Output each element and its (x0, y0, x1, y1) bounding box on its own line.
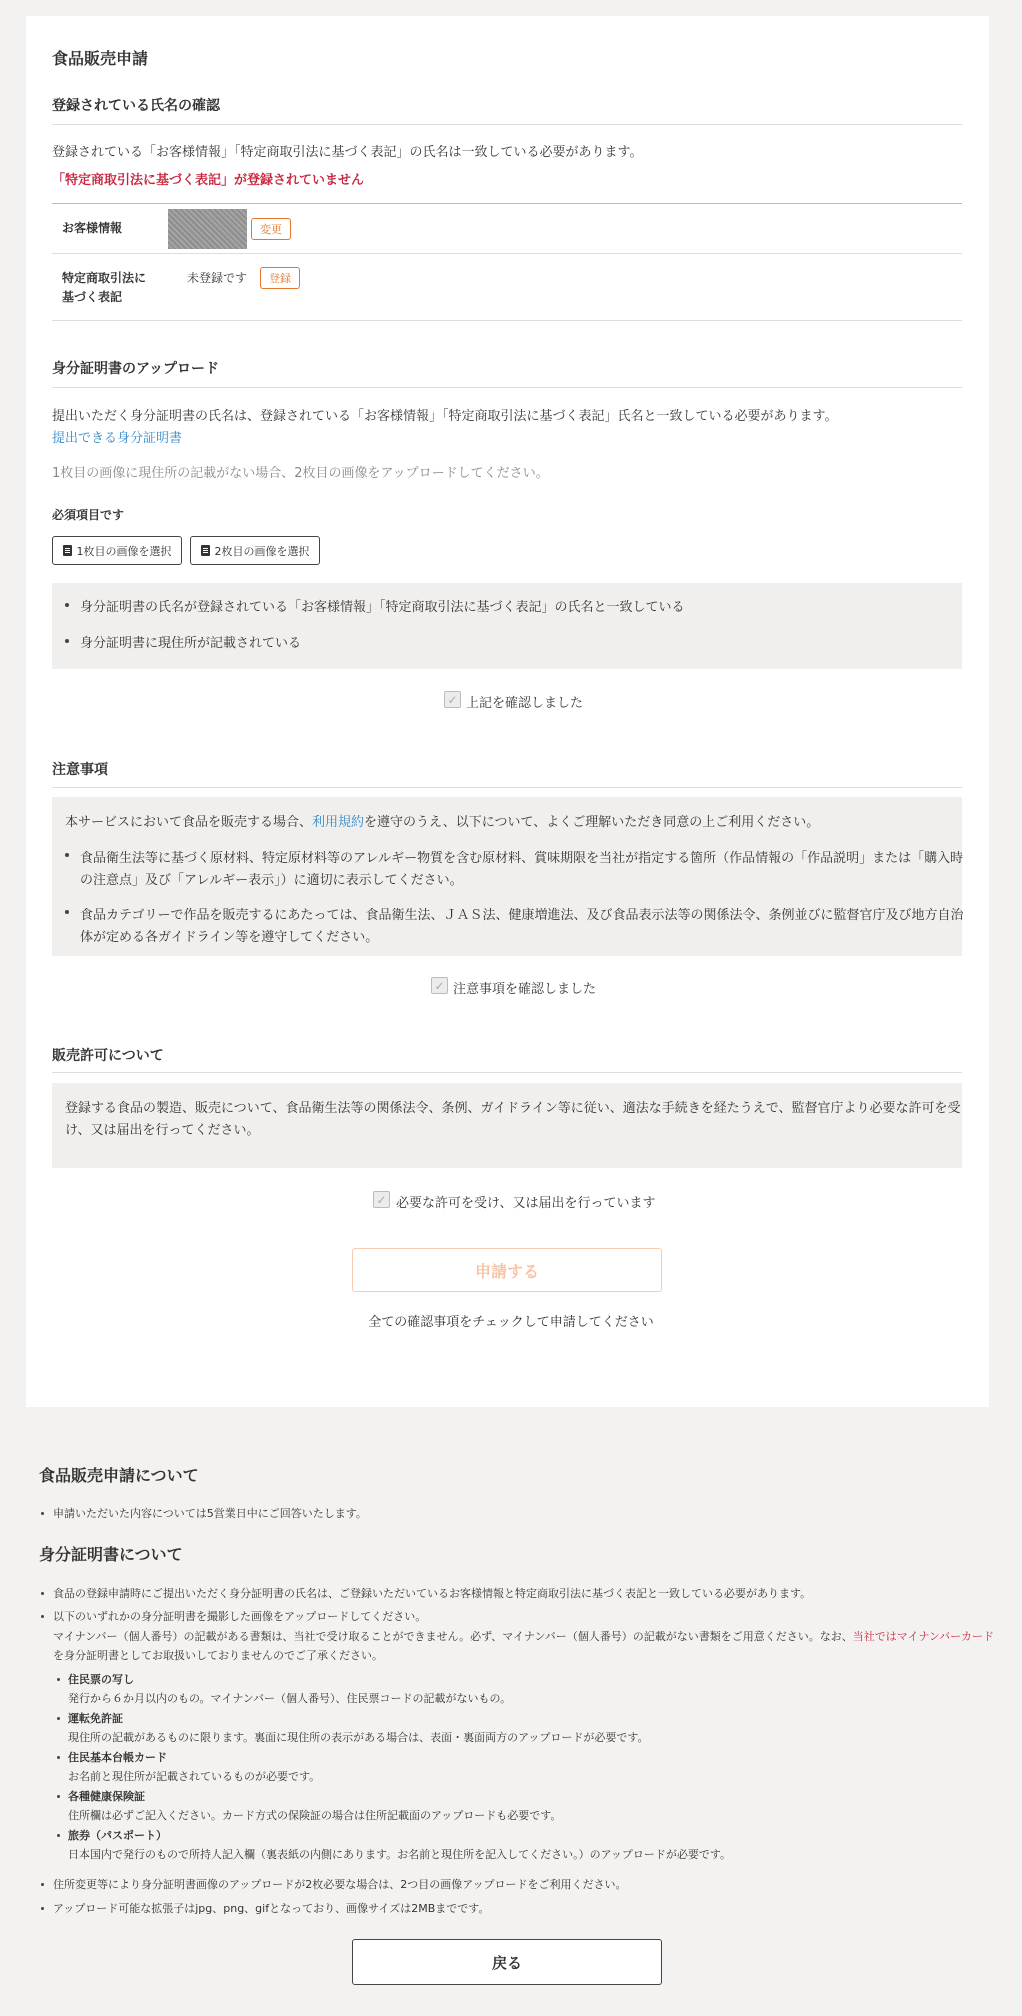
change-button[interactable]: 変更 (251, 218, 291, 240)
row-divider (52, 253, 962, 254)
note-item-2-line2: 体が定める各ガイドライン等を遵守してください。 (80, 930, 379, 945)
notes-intro-before: 本サービスにおいて食品を販売する場合、 (65, 815, 313, 830)
list-bullet (65, 910, 69, 914)
list-bullet (65, 639, 69, 643)
about-item: 申請いただいた内容については5営業日中にご回答いたします。 (53, 1507, 367, 1520)
notes-intro (65, 811, 819, 830)
note-item-1-line1: 食品衛生法等に基づく原材料、特定原材料等のアレルギー物質を含む原材料、賞味期限を当社が指定する箇所（作品情報の「作品説明」または「購入時 (80, 851, 964, 866)
required-label: 必須項目です (52, 508, 125, 522)
select-image-2-label: 2枚目の画像を選択 (214, 544, 310, 558)
terms-link[interactable]: 利用規約 (312, 815, 365, 830)
mynumber-note-text: マイナンバー（個人番号）の記載がある書類は、当社で受け取ることができません。必ず、マイナンバー（個人番号）の記載がない書類をご用意ください。なお、 (53, 1630, 853, 1643)
table-top-border (52, 203, 962, 204)
mynumber-note (53, 1628, 994, 1644)
list-bullet (41, 1615, 44, 1618)
file-icon (63, 545, 72, 556)
doc-desc: 日本国内で発行のもので所持人記入欄（裏表紙の内側にあります。お名前と現住所を記入してください。）のアップロードが必要です。 (68, 1848, 731, 1861)
doc-name: 住民票の写し (68, 1673, 134, 1686)
back-button[interactable]: 戻る (352, 1939, 662, 1985)
notes-section-heading: 注意事項 (52, 762, 108, 778)
second-image-note: 1枚目の画像に現住所の記載がない場合、2枚目の画像をアップロードしてください。 (52, 466, 549, 481)
confirm-notes-label: 注意事項を確認しました (453, 982, 597, 997)
id-check-list (52, 583, 962, 669)
divider (52, 124, 962, 125)
mynumber-warning-part2: を身分証明書としてお取扱いしておりませんのでご了承ください。 (53, 1649, 383, 1662)
doc-name: 運転免許証 (68, 1712, 123, 1725)
confirm-id-checkbox[interactable]: ✓ (444, 691, 461, 708)
file-icon (201, 545, 210, 556)
check-item-address: 身分証明書に現住所が記載されている (80, 636, 302, 651)
list-bullet (41, 1907, 44, 1910)
license-section-heading: 販売許可について (52, 1048, 164, 1064)
customer-info-label: お客様情報 (62, 221, 123, 235)
doc-desc: 住所欄は必ずご記入ください。カード方式の保険証の場合は住所記載面のアップロードも必要です。 (68, 1809, 562, 1822)
id-info-heading: 身分証明書について (39, 1545, 183, 1564)
id-info-item-4: アップロード可能な拡張子はjpg、png、gifとなっており、画像サイズは2MBまでです。 (53, 1902, 490, 1915)
list-bullet (41, 1512, 44, 1515)
mynumber-warning-part1: 当社ではマイナンバーカード (852, 1630, 994, 1643)
list-bullet (65, 603, 69, 607)
list-bullet (57, 1795, 60, 1798)
check-item-name-match: 身分証明書の氏名が登録されている「お客様情報」「特定商取引法に基づく表記」の氏名と一致している (80, 600, 685, 615)
confirm-license-checkbox[interactable]: ✓ (373, 1191, 390, 1208)
divider (52, 1072, 962, 1073)
doc-desc: 発行から６か月以内のもの。マイナンバー（個人番号）、住民票コードの記載がないもの。 (68, 1692, 512, 1705)
notes-box (52, 797, 962, 956)
tokusho-status: 未登録です (187, 271, 248, 285)
license-text-line1: 登録する食品の製造、販売について、食品衛生法等の関係法令、条例、ガイドライン等に従い、適法な手続きを経たうえで、監督官庁より必要な許可を受 (65, 1101, 961, 1116)
select-image-2-button[interactable] (190, 536, 320, 565)
list-bullet (65, 853, 69, 857)
divider (52, 387, 962, 388)
id-info-item-3: 住所変更等により身分証明書画像のアップロードが2枚必要な場合は、2つ目の画像アップロードをご利用ください。 (53, 1878, 627, 1891)
list-bullet (57, 1756, 60, 1759)
select-image-1-label: 1枚目の画像を選択 (76, 544, 172, 558)
confirm-notes-checkbox[interactable]: ✓ (431, 977, 448, 994)
valid-id-link[interactable]: 提出できる身分証明書 (52, 431, 183, 446)
submit-note: 全ての確認事項をチェックして申請してください (368, 1315, 654, 1330)
name-section-heading: 登録されている氏名の確認 (52, 98, 220, 114)
id-info-item-2: 以下のいずれかの身分証明書を撮影した画像をアップロードしてください。 (53, 1610, 427, 1623)
doc-desc: お名前と現住所が記載されているものが必要です。 (68, 1770, 321, 1783)
about-heading: 食品販売申請について (39, 1466, 199, 1485)
list-bullet (57, 1834, 60, 1837)
id-section-heading: 身分証明書のアップロード (52, 361, 220, 377)
confirm-license-label: 必要な許可を受け、又は届出を行っています (396, 1196, 656, 1211)
list-bullet (57, 1678, 60, 1681)
doc-name: 住民基本台帳カード (68, 1751, 167, 1764)
tokusho-label-line1: 特定商取引法に (62, 271, 147, 285)
id-info-item-1: 食品の登録申請時にご提出いただく身分証明書の氏名は、ご登録いただいているお客様情報と特定商取引法に基づく表記と一致している必要があります。 (53, 1587, 812, 1600)
page-title: 食品販売申請 (52, 49, 149, 68)
table-bottom-border (52, 320, 962, 321)
license-text-line2: け、又は届出を行ってください。 (65, 1123, 260, 1138)
list-bullet (41, 1883, 44, 1886)
notes-intro-after: を遵守のうえ、以下について、よくご理解いただき同意の上ご利用ください。 (364, 815, 820, 830)
application-form-card (26, 16, 989, 1407)
name-warning: 「特定商取引法に基づく表記」が登録されていません (52, 173, 365, 188)
name-section-desc: 登録されている「お客様情報」「特定商取引法に基づく表記」の氏名は一致している必要があります。 (52, 145, 643, 160)
tokusho-label-line2: 基づく表記 (62, 290, 123, 304)
submit-button[interactable]: 申請する (352, 1248, 662, 1292)
doc-desc: 現住所の記載があるものに限ります。裏面に現住所の表示がある場合は、表面・裏面両方のアップロードが必要です。 (68, 1731, 649, 1744)
divider (52, 787, 962, 788)
list-bullet (57, 1717, 60, 1720)
customer-name-image (168, 209, 247, 249)
list-bullet (41, 1592, 44, 1595)
confirm-id-label: 上記を確認しました (466, 696, 584, 711)
note-item-1-line2: の注意点」及び「アレルギー表示」）に適切に表示してください。 (80, 873, 463, 888)
id-section-desc: 提出いただく身分証明書の氏名は、登録されている「お客様情報」「特定商取引法に基づく表記」氏名と一致している必要があります。 (52, 409, 838, 424)
select-image-1-button[interactable] (52, 536, 182, 565)
note-item-2-line1: 食品カテゴリーで作品を販売するにあたっては、食品衛生法、ＪＡＳ法、健康増進法、及び食品表示法等の関係法令、条例並びに監督官庁及び地方自治 (80, 908, 964, 923)
license-box (52, 1083, 962, 1168)
register-button[interactable]: 登録 (260, 267, 300, 289)
doc-name: 旅券（パスポート） (68, 1829, 167, 1842)
doc-name: 各種健康保険証 (68, 1790, 145, 1803)
